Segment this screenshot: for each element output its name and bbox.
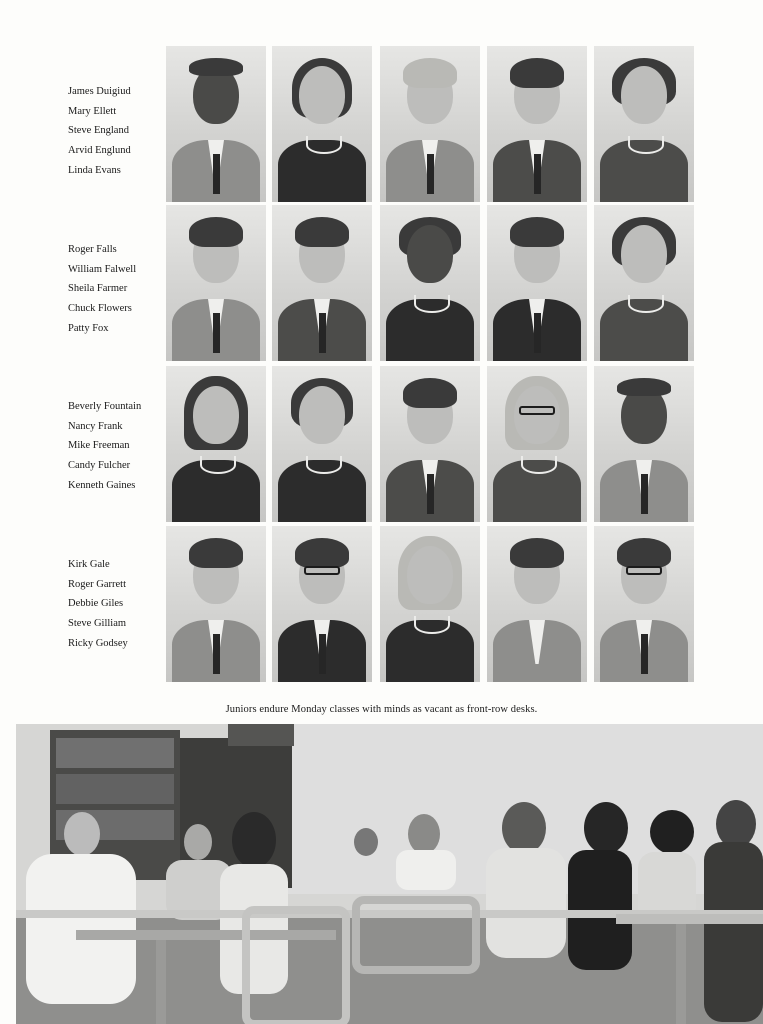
student-portrait — [272, 366, 372, 522]
student-portrait — [594, 46, 694, 202]
student-name: William Falwell — [68, 263, 137, 275]
student-portrait — [380, 526, 480, 682]
student-portrait — [487, 205, 587, 361]
student-name: Mike Freeman — [68, 440, 130, 452]
student-portrait — [380, 366, 480, 522]
student-portrait — [166, 46, 266, 202]
names-column-row-3 — [68, 397, 163, 496]
student-name: Roger Garrett — [68, 578, 127, 590]
portrait-row-2 — [166, 205, 700, 361]
student-name: Patty Fox — [68, 322, 109, 334]
student-name: Sheila Farmer — [68, 283, 128, 295]
student-name: Roger Falls — [68, 244, 117, 255]
classroom-photo — [16, 724, 763, 1024]
student-name: Kenneth Gaines — [68, 479, 136, 491]
student-name: Mary Ellett — [68, 105, 117, 117]
student-name: Linda Evans — [68, 164, 121, 176]
student-name: Arvid Englund — [68, 145, 131, 157]
student-portrait — [272, 526, 372, 682]
student-portrait — [487, 526, 587, 682]
names-column-row-1 — [68, 82, 163, 181]
names-column-row-4 — [68, 555, 163, 654]
student-portrait — [166, 366, 266, 522]
student-portrait — [594, 366, 694, 522]
student-name: Chuck Flowers — [68, 303, 132, 315]
student-name: Candy Fulcher — [68, 460, 131, 472]
student-name: Kirk Gale — [68, 559, 110, 570]
student-name: Ricky Godsey — [68, 637, 128, 649]
student-name: Debbie Giles — [68, 598, 124, 610]
student-portrait — [380, 46, 480, 202]
portrait-row-4 — [166, 526, 700, 682]
student-portrait — [487, 46, 587, 202]
student-name: Nancy Frank — [68, 420, 123, 432]
student-portrait — [380, 205, 480, 361]
student-portrait — [166, 526, 266, 682]
student-name: Beverly Fountain — [68, 401, 142, 412]
student-portrait — [166, 205, 266, 361]
student-portrait — [272, 205, 372, 361]
student-portrait — [594, 526, 694, 682]
student-portrait — [487, 366, 587, 522]
student-name: James Duigiud — [68, 86, 131, 97]
photo-caption: Juniors endure Monday classes with minds as vacant as front-row desks. — [225, 704, 538, 715]
names-column-row-2 — [68, 240, 163, 339]
portrait-row-3 — [166, 366, 700, 522]
portrait-row-1 — [166, 46, 700, 202]
student-name: Steve England — [68, 125, 129, 137]
student-name: Steve Gilliam — [68, 618, 127, 630]
student-portrait — [594, 205, 694, 361]
student-portrait — [272, 46, 372, 202]
